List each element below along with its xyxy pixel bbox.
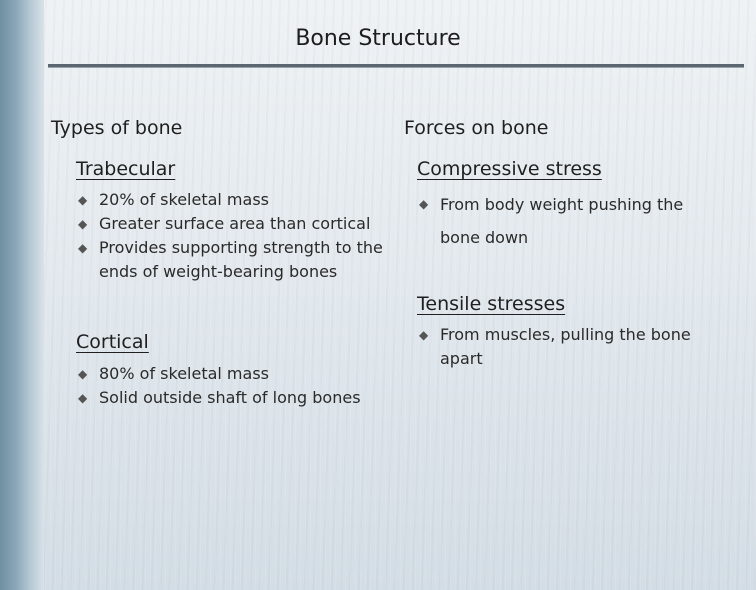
cortical-list [76,362,386,410]
diamond-bullet-icon: ◆ [78,241,88,255]
forces-on-bone-heading: Forces on bone [404,117,549,139]
list-item: ◆ 80% of skeletal mass [76,362,386,386]
diamond-bullet-icon: ◆ [419,197,429,211]
trabecular-label: Trabecular [76,158,176,180]
types-of-bone-heading: Types of bone [51,117,183,139]
cortical-label: Cortical [76,331,149,353]
diamond-bullet-icon: ◆ [419,328,429,342]
list-item: ◆ Provides supporting strength to the ends of weight-bearing bones [78,238,383,281]
tensile-stresses-label: Tensile stresses [417,293,566,315]
list-item: ◆ Solid outside shaft of long bones [76,386,386,410]
trabecular-list [76,188,386,284]
tensile-list [417,323,707,371]
title-divider [48,64,744,68]
diamond-bullet-icon: ◆ [78,193,88,207]
left-decorative-band [0,0,44,590]
list-item: ◆ Greater surface area than cortical [76,212,386,236]
compressive-stress-label: Compressive stress [417,158,602,180]
compressive-list [417,188,707,254]
list-item: ◆ From body weight pushing the bone down [417,188,707,254]
list-item: ◆ From muscles, pulling the bone apart [419,325,691,368]
diamond-bullet-icon: ◆ [78,367,88,381]
slide-title: Bone Structure [295,26,461,51]
list-item: ◆ 20% of skeletal mass [76,188,386,212]
diamond-bullet-icon: ◆ [78,391,88,405]
diamond-bullet-icon: ◆ [78,217,88,231]
